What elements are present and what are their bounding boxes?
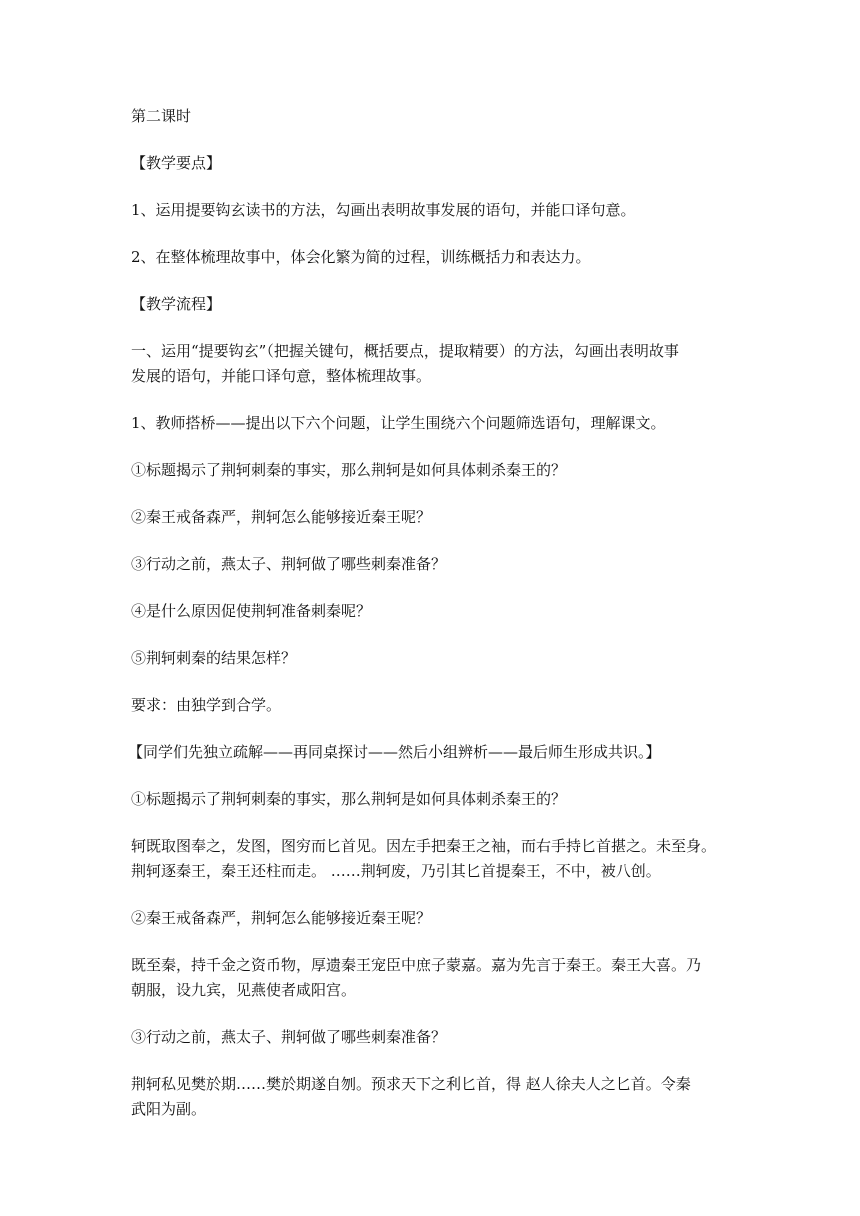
teacher-bridge: 1、教师搭桥——提出以下六个问题，让学生围绕六个问题筛选语句，理解课文。 xyxy=(131,414,666,432)
flow-intro-line-2: 发展的语句，并能口译句意，整体梳理故事。 xyxy=(131,367,432,385)
question-2: ②秦王戒备森严，荆轲怎么能够接近秦王呢？ xyxy=(131,508,432,526)
answer-2-paragraph xyxy=(131,953,731,1003)
answer-1-paragraph xyxy=(131,834,731,884)
lesson-title: 第二课时 xyxy=(131,107,192,125)
group-note: 【同学们先独立疏解——再同桌探讨——然后小组辨析——最后师生形成共识。】 xyxy=(128,743,661,761)
question-4: ④是什么原因促使荆轲准备刺秦呢？ xyxy=(131,602,372,620)
answer-1-line-1: 轲既取图奉之，发图，图穷而匕首见。因左手把秦王之袖，而右手持匕首揕之。未至身。 xyxy=(131,837,717,855)
answer-2-line-2: 朝服，设九宾，见燕使者咸阳宫。 xyxy=(131,981,357,999)
teaching-point-2: 2、在整体梳理故事中，体会化繁为简的过程，训练概括力和表达力。 xyxy=(131,248,591,266)
question-3: ③行动之前，燕太子、荆轲做了哪些刺秦准备？ xyxy=(131,555,447,573)
requirement: 要求：由独学到合学。 xyxy=(131,696,282,714)
question-3-repeat: ③行动之前，燕太子、荆轲做了哪些刺秦准备？ xyxy=(131,1028,447,1046)
answer-3-line-1: 荆轲私见樊於期……樊於期遂自刎。预求天下之利匕首，得 赵人徐夫人之匕首。令秦 xyxy=(131,1075,691,1093)
flow-intro-line-1: 一、运用“提要钩玄”（把握关键句，概括要点，提取精要）的方法，勾画出表明故事 xyxy=(131,342,679,360)
question-2-repeat: ②秦王戒备森严，荆轲怎么能够接近秦王呢？ xyxy=(131,909,432,927)
answer-2-line-1: 既至秦，持千金之资币物，厚遗秦王宠臣中庶子蒙嘉。嘉为先言于秦王。秦王大喜。乃 xyxy=(131,956,702,974)
heading-teaching-flow: 【教学流程】 xyxy=(131,295,222,313)
question-1: ①标题揭示了荆轲刺秦的事实，那么荆轲是如何具体刺杀秦王的？ xyxy=(131,461,567,479)
question-5: ⑤荆轲刺秦的结果怎样？ xyxy=(131,649,297,667)
answer-3-paragraph xyxy=(131,1072,731,1122)
answer-3-line-2: 武阳为副。 xyxy=(131,1100,207,1118)
flow-intro-paragraph xyxy=(131,339,731,389)
document-body xyxy=(128,104,731,1122)
question-1-repeat: ①标题揭示了荆轲刺秦的事实，那么荆轲是如何具体刺杀秦王的？ xyxy=(131,790,567,808)
answer-1-line-2: 荆轲逐秦王，秦王还柱而走。 ……荆轲废，乃引其匕首提秦王，不中，被八创。 xyxy=(131,862,661,880)
heading-teaching-points: 【教学要点】 xyxy=(131,154,222,172)
teaching-point-1: 1、运用提要钩玄读书的方法，勾画出表明故事发展的语句，并能口译句意。 xyxy=(131,201,636,219)
